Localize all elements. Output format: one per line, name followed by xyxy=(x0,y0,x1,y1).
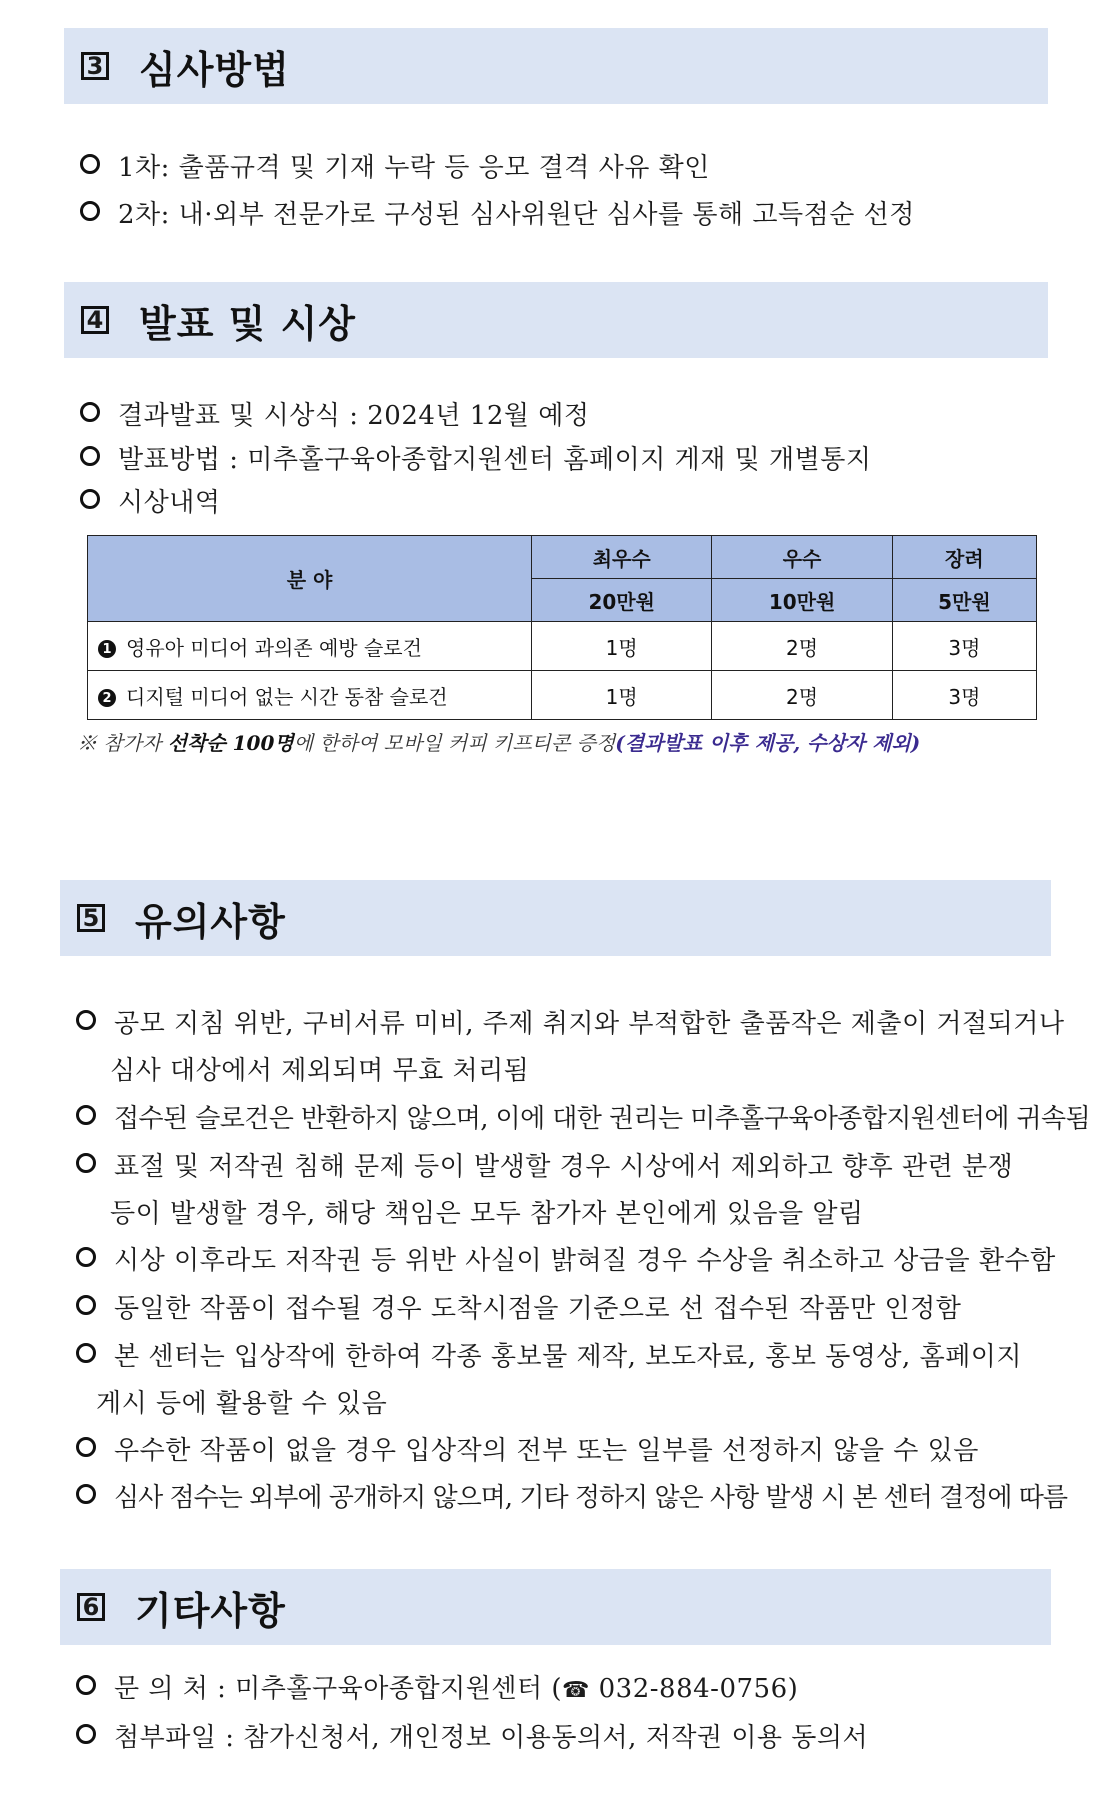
count-cell: 3명 xyxy=(892,671,1036,720)
count-cell: 2명 xyxy=(712,622,892,671)
section-number-3: 3 xyxy=(81,52,109,80)
section-6-header xyxy=(60,1569,1051,1645)
table-row xyxy=(88,671,1037,720)
circle-bullet-icon xyxy=(76,1105,96,1125)
list-item-continuation: 심사 대상에서 제외되며 무효 처리됨 xyxy=(110,1056,530,1086)
grade-header: 우수 xyxy=(712,536,892,579)
list-item: 동일한 작품이 접수될 경우 도착시점을 기준으로 선 접수된 작품만 인정함 xyxy=(76,1292,961,1326)
section-title-3: 심사방법 xyxy=(139,47,290,92)
circle-bullet-icon xyxy=(76,1437,96,1457)
number-bullet-icon: 2 xyxy=(98,689,116,707)
list-item: 발표방법 : 미추홀구육아종합지원센터 홈페이지 게재 및 개별통지 xyxy=(80,443,871,477)
prize-header: 10만원 xyxy=(712,579,892,622)
list-item: 표절 및 저작권 침해 문제 등이 발생할 경우 시상에서 제외하고 향후 관련 분쟁 xyxy=(76,1150,1013,1184)
count-cell: 1명 xyxy=(532,671,712,720)
list-item: 시상 이후라도 저작권 등 위반 사실이 밝혀질 경우 수상을 취소하고 상금을 환수함 xyxy=(76,1244,1056,1278)
category-cell: 1 영유아 미디어 과의존 예방 슬로건 xyxy=(88,622,532,671)
list-item: 심사 점수는 외부에 공개하지 않으며, 기타 정하지 않은 사항 발생 시 본 센터 결정에 따름 xyxy=(76,1481,1067,1515)
section-title-4: 발표 및 시상 xyxy=(139,301,356,346)
table-row xyxy=(88,622,1037,671)
grade-header: 장려 xyxy=(892,536,1036,579)
list-item: 공모 지침 위반, 구비서류 미비, 주제 취지와 부적합한 출품작은 제출이 거절되거나 xyxy=(76,1007,1065,1041)
section-5-header xyxy=(60,880,1051,956)
section-3-header xyxy=(64,28,1048,104)
list-item: 1차: 출품규격 및 기재 누락 등 응모 결격 사유 확인 xyxy=(80,151,710,185)
attachment-line: 첨부파일 : 참가신청서, 개인정보 이용동의서, 저작권 이용 동의서 xyxy=(76,1721,868,1755)
section-number-6: 6 xyxy=(77,1593,105,1621)
circle-bullet-icon xyxy=(80,154,100,174)
circle-bullet-icon xyxy=(76,1343,96,1363)
section-title-5: 유의사항 xyxy=(135,899,286,944)
contact-line: 문 의 처 : 미추홀구육아종합지원센터 (☎ 032-884-0756) xyxy=(76,1672,798,1708)
number-bullet-icon: 1 xyxy=(98,640,116,658)
circle-bullet-icon xyxy=(80,201,100,221)
list-item: 시상내역 xyxy=(80,486,220,520)
section-number-5: 5 xyxy=(77,904,105,932)
prize-header: 20만원 xyxy=(532,579,712,622)
circle-bullet-icon xyxy=(76,1010,96,1030)
section-number-4: 4 xyxy=(81,306,109,334)
award-table xyxy=(87,535,1037,720)
category-cell: 2 디지털 미디어 없는 시간 동참 슬로건 xyxy=(88,671,532,720)
prize-note: ※ 참가자 선착순 100명에 한하여 모바일 커피 키프티콘 증정(결과발표 이후 제공, 수상자 제외) xyxy=(77,731,921,755)
circle-bullet-icon xyxy=(76,1484,96,1504)
count-cell: 3명 xyxy=(892,622,1036,671)
circle-bullet-icon xyxy=(80,446,100,466)
list-item: 결과발표 및 시상식 : 2024년 12월 예정 xyxy=(80,399,590,433)
list-item: 우수한 작품이 없을 경우 입상작의 전부 또는 일부를 선정하지 않을 수 있음 xyxy=(76,1434,979,1468)
list-item: 본 센터는 입상작에 한하여 각종 홍보물 제작, 보도자료, 홍보 동영상, 홈페이지 xyxy=(76,1340,1022,1374)
prize-header: 5만원 xyxy=(892,579,1036,622)
count-cell: 2명 xyxy=(712,671,892,720)
phone-icon: ☎ xyxy=(561,1678,590,1703)
list-item-continuation: 등이 발생할 경우, 해당 책임은 모두 참가자 본인에게 있음을 알림 xyxy=(110,1199,864,1229)
circle-bullet-icon xyxy=(76,1247,96,1267)
list-item-continuation: 게시 등에 활용할 수 있음 xyxy=(96,1389,388,1419)
circle-bullet-icon xyxy=(76,1295,96,1315)
circle-bullet-icon xyxy=(80,402,100,422)
grade-header: 최우수 xyxy=(532,536,712,579)
section-4-header xyxy=(64,282,1048,358)
count-cell: 1명 xyxy=(532,622,712,671)
circle-bullet-icon xyxy=(76,1724,96,1744)
section-title-6: 기타사항 xyxy=(135,1588,286,1633)
field-header: 분 야 xyxy=(88,536,532,622)
list-item: 접수된 슬로건은 반환하지 않으며, 이에 대한 권리는 미추홀구육아종합지원센터에 귀속됨 xyxy=(76,1102,1090,1136)
list-item: 2차: 내·외부 전문가로 구성된 심사위원단 심사를 통해 고득점순 선정 xyxy=(80,198,915,232)
circle-bullet-icon xyxy=(76,1153,96,1173)
circle-bullet-icon xyxy=(80,489,100,509)
circle-bullet-icon xyxy=(76,1675,96,1695)
